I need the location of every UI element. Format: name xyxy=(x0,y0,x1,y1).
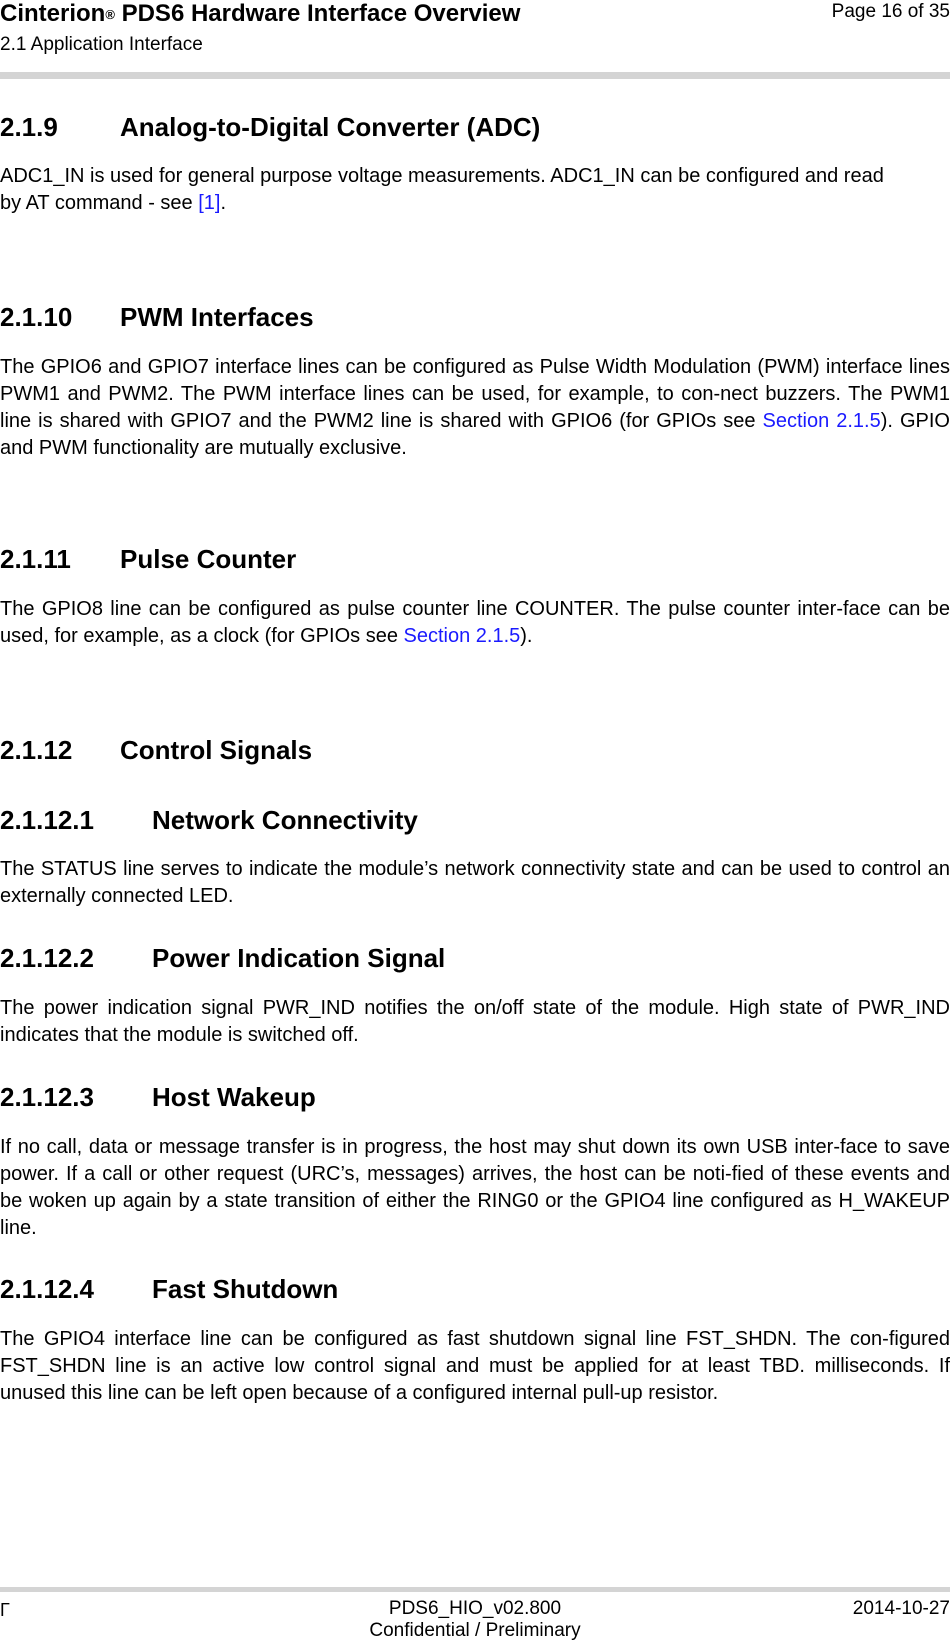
footer-confidentiality: Confidential / Preliminary xyxy=(369,1620,581,1641)
heading-title: Host Wakeup xyxy=(152,1082,316,1112)
heading-2-1-11 xyxy=(0,544,296,574)
chapter-subtitle: 2.1 Application Interface xyxy=(0,34,203,55)
heading-number: 2.1.12.4 xyxy=(0,1274,94,1304)
heading-title: Network Connectivity xyxy=(152,805,418,835)
heading-title: Power Indication Signal xyxy=(152,943,446,973)
heading-number: 2.1.11 xyxy=(0,544,71,574)
heading-number: 2.1.12.1 xyxy=(0,805,94,835)
paragraph-pulse-counter xyxy=(0,596,950,650)
text-run: The GPIO8 line can be configured as pulse counter line COUNTER. The pulse counter inter-face can be used, for example, as a clock (for GPIOs see xyxy=(0,598,950,647)
registered-mark: ® xyxy=(105,7,115,22)
reference-link-1[interactable]: [1] xyxy=(198,192,221,214)
paragraph-host-wakeup: If no call, data or message transfer is in progress, the host may shut down its own USB inter-face to save power. If a call or other request (URC’s, messages) arrives, the host can be noti-fied of these events and be woken up again by a state transition of either the RING0 or the GPIO4 line configured as H_WAKEUP line. xyxy=(0,1136,950,1239)
section-link-2-1-5[interactable]: Section 2.1.5 xyxy=(403,625,521,647)
heading-2-1-12-3 xyxy=(0,1082,316,1112)
paragraph-power-indication: The power indication signal PWR_IND notifies the on/off state of the module. High state of PWR_IND indicates that the module is switched off. xyxy=(0,997,950,1046)
text-run: . xyxy=(220,192,227,214)
footer-doc-id: PDS6_HIO_v02.800 xyxy=(388,1598,562,1619)
title-brand: Cinterion xyxy=(0,0,106,27)
heading-number: 2.1.12.3 xyxy=(0,1082,94,1112)
paragraph-fast-shutdown: The GPIO4 interface line can be configured as fast shutdown signal line FST_SHDN. The con-figured FST_SHDN line is an active low control signal and must be applied for at least TBD. milliseconds. If unused this line can be left open because of a configured internal pull-up resistor. xyxy=(0,1328,950,1404)
text-run: ). xyxy=(520,625,533,647)
heading-2-1-12-4 xyxy=(0,1274,338,1304)
heading-number: 2.1.9 xyxy=(0,112,58,142)
footer-mark: Γ xyxy=(0,1600,10,1620)
heading-2-1-12-1 xyxy=(0,805,418,835)
heading-number: 2.1.12 xyxy=(0,735,73,765)
page-number: Page 16 of 35 xyxy=(831,1,950,22)
heading-title: PWM Interfaces xyxy=(120,302,314,332)
heading-title: Control Signals xyxy=(120,735,313,765)
title-rest: PDS6 Hardware Interface Overview xyxy=(114,0,521,27)
paragraph-pwm xyxy=(0,354,950,462)
paragraph-network-connectivity: The STATUS line serves to indicate the module’s network connectivity state and can be used to control an externally connected LED. xyxy=(0,858,950,907)
heading-title: Fast Shutdown xyxy=(152,1274,339,1304)
heading-2-1-12 xyxy=(0,735,312,765)
heading-title: Pulse Counter xyxy=(120,544,297,574)
paragraph-adc xyxy=(0,163,900,217)
document-title xyxy=(0,0,520,28)
heading-2-1-9 xyxy=(0,112,540,142)
heading-number: 2.1.10 xyxy=(0,302,73,332)
text-run: ). GPIO and PWM functionality are mutually exclusive. xyxy=(0,410,950,459)
header-rule xyxy=(0,72,950,79)
text-run: ADC1_IN is used for general purpose voltage measurements. ADC1_IN can be configured and read by AT command - see xyxy=(0,165,884,214)
footer-rule xyxy=(0,1587,950,1592)
text-run: The GPIO6 and GPIO7 interface lines can be configured as Pulse Width Modulation (PWM) interface lines PWM1 and PWM2. The PWM interface lines can be used, for example, to con-nect buzzers. The PWM1 line is shared with GPIO7 and the PWM2 line is shared with GPIO6 (for GPIOs see xyxy=(0,356,950,432)
heading-2-1-12-2 xyxy=(0,943,445,973)
footer-date: 2014-10-27 xyxy=(852,1598,950,1619)
heading-number: 2.1.12.2 xyxy=(0,943,94,973)
heading-title: Analog-to-Digital Converter (ADC) xyxy=(120,112,541,142)
section-link-2-1-5[interactable]: Section 2.1.5 xyxy=(762,410,881,432)
heading-2-1-10 xyxy=(0,302,314,332)
